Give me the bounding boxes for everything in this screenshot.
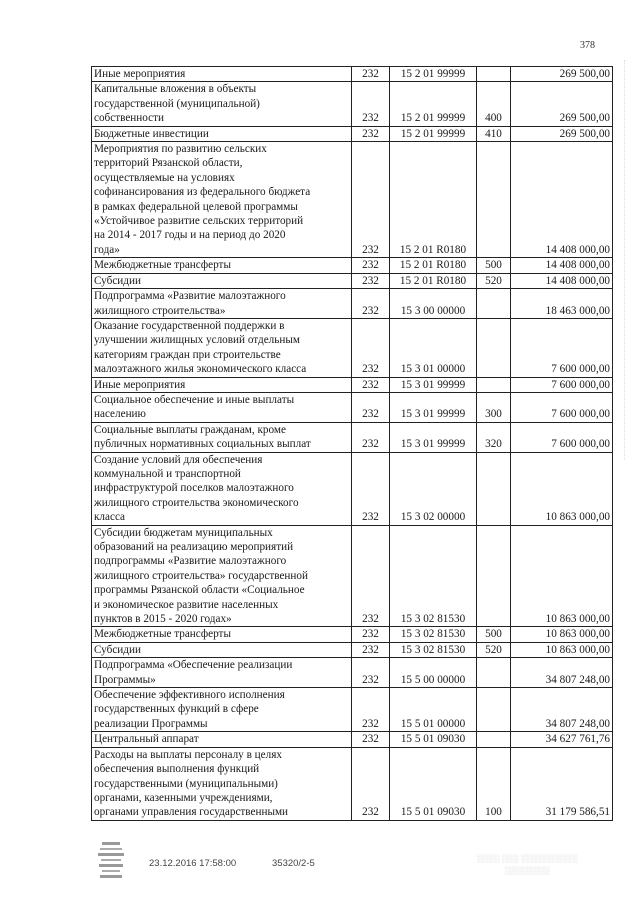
row-target-code: 15 3 02 81530 — [390, 627, 477, 642]
row-target-code: 15 2 01 99999 — [390, 82, 477, 126]
row-expense-type: 100 — [477, 747, 511, 820]
row-grbs: 232 — [352, 377, 390, 392]
table-row — [92, 392, 613, 422]
row-grbs: 232 — [352, 392, 390, 422]
table-row — [92, 627, 613, 642]
table-row — [92, 642, 613, 657]
row-grbs: 232 — [352, 452, 390, 525]
row-grbs: 232 — [352, 142, 390, 258]
row-sum: 18 463 000,00 — [511, 289, 613, 319]
row-expense-type — [477, 67, 511, 82]
budget-table-body — [92, 67, 613, 821]
budget-table — [91, 66, 613, 821]
row-name: Межбюджетные трансферты — [92, 627, 352, 642]
row-name: Капитальные вложения в объекты государственной (муниципальной) собственности — [92, 82, 352, 126]
footer-document-code: 35320/2-5 — [272, 858, 315, 869]
binding-edge-marks — [624, 60, 629, 460]
row-sum: 7 600 000,00 — [511, 318, 613, 377]
row-expense-type — [477, 732, 511, 747]
row-sum: 269 500,00 — [511, 126, 613, 141]
page-number: 378 — [580, 40, 595, 51]
faded-bleedthrough-text: ░░░░ ░░░ ░░░░░░░░░░ ░░░░░░░░ — [476, 854, 578, 875]
row-name: Расходы на выплаты персоналу в целях обеспечения выполнения функций государственными (муниципальными) органами, казенными учреждениями, органами управления государственными — [92, 747, 352, 820]
row-target-code: 15 3 02 81530 — [390, 642, 477, 657]
row-name: Обеспечение эффективного исполнения государственных функций в сфере реализации Программы — [92, 688, 352, 732]
row-name: Иные мероприятия — [92, 377, 352, 392]
row-target-code: 15 3 02 00000 — [390, 452, 477, 525]
table-row — [92, 273, 613, 288]
row-expense-type: 500 — [477, 627, 511, 642]
row-sum: 10 863 000,00 — [511, 525, 613, 627]
row-expense-type: 400 — [477, 82, 511, 126]
row-sum: 7 600 000,00 — [511, 392, 613, 422]
row-name: Подпрограмма «Развитие малоэтажного жилищного строительства» — [92, 289, 352, 319]
table-row — [92, 658, 613, 688]
row-target-code: 15 3 01 99999 — [390, 422, 477, 452]
row-expense-type — [477, 377, 511, 392]
table-row — [92, 377, 613, 392]
row-grbs: 232 — [352, 688, 390, 732]
row-grbs: 232 — [352, 82, 390, 126]
row-name: Социальные выплаты гражданам, кроме публичных нормативных социальных выплат — [92, 422, 352, 452]
row-name: Мероприятия по развитию сельских территорий Рязанской области, осуществляемые на условиях софинансирования из федерального бюджета в рамках федеральной целевой программы «Устойчивое развитие сельских территорий на 2014 - 2017 годы и на период до 2020 года» — [92, 142, 352, 258]
table-row — [92, 747, 613, 820]
row-sum: 31 179 586,51 — [511, 747, 613, 820]
row-sum: 7 600 000,00 — [511, 377, 613, 392]
row-name: Бюджетные инвестиции — [92, 126, 352, 141]
row-sum: 34 807 248,00 — [511, 688, 613, 732]
table-row — [92, 82, 613, 126]
row-expense-type: 320 — [477, 422, 511, 452]
row-expense-type: 300 — [477, 392, 511, 422]
row-sum: 14 408 000,00 — [511, 258, 613, 273]
row-name: Субсидии — [92, 642, 352, 657]
row-name: Центральный аппарат — [92, 732, 352, 747]
row-expense-type — [477, 658, 511, 688]
row-sum: 10 863 000,00 — [511, 452, 613, 525]
row-target-code: 15 3 00 00000 — [390, 289, 477, 319]
row-target-code: 15 5 01 09030 — [390, 747, 477, 820]
row-grbs: 232 — [352, 289, 390, 319]
barcode-stamp-icon — [96, 840, 126, 882]
row-target-code: 15 2 01 99999 — [390, 126, 477, 141]
row-grbs: 232 — [352, 642, 390, 657]
row-target-code: 15 2 01 R0180 — [390, 142, 477, 258]
row-target-code: 15 3 02 81530 — [390, 525, 477, 627]
row-target-code: 15 3 01 00000 — [390, 318, 477, 377]
row-sum: 14 408 000,00 — [511, 273, 613, 288]
row-grbs: 232 — [352, 273, 390, 288]
table-row — [92, 126, 613, 141]
table-row — [92, 142, 613, 258]
table-row — [92, 258, 613, 273]
row-target-code: 15 2 01 R0180 — [390, 273, 477, 288]
row-grbs: 232 — [352, 318, 390, 377]
row-name: Создание условий для обеспечения коммунальной и транспортной инфраструктурой поселков малоэтажного жилищного строительства экономического класса — [92, 452, 352, 525]
row-target-code: 15 2 01 R0180 — [390, 258, 477, 273]
row-grbs: 232 — [352, 627, 390, 642]
row-expense-type: 500 — [477, 258, 511, 273]
row-sum: 34 627 761,76 — [511, 732, 613, 747]
row-target-code: 15 5 01 00000 — [390, 688, 477, 732]
row-sum: 34 807 248,00 — [511, 658, 613, 688]
table-row — [92, 732, 613, 747]
row-name: Субсидии — [92, 273, 352, 288]
row-grbs: 232 — [352, 658, 390, 688]
row-grbs: 232 — [352, 732, 390, 747]
row-target-code: 15 3 01 99999 — [390, 392, 477, 422]
row-grbs: 232 — [352, 525, 390, 627]
row-target-code: 15 5 00 00000 — [390, 658, 477, 688]
row-grbs: 232 — [352, 126, 390, 141]
row-expense-type — [477, 525, 511, 627]
row-expense-type — [477, 318, 511, 377]
row-name: Оказание государственной поддержки в улучшении жилищных условий отдельным категориям граждан при строительстве малоэтажного жилья экономического класса — [92, 318, 352, 377]
row-sum: 269 500,00 — [511, 82, 613, 126]
row-grbs: 232 — [352, 258, 390, 273]
footer-timestamp: 23.12.2016 17:58:00 — [149, 858, 237, 869]
row-grbs: 232 — [352, 747, 390, 820]
row-expense-type — [477, 688, 511, 732]
row-name: Иные мероприятия — [92, 67, 352, 82]
table-row — [92, 525, 613, 627]
table-row — [92, 289, 613, 319]
row-target-code: 15 2 01 99999 — [390, 67, 477, 82]
table-row — [92, 452, 613, 525]
row-grbs: 232 — [352, 422, 390, 452]
row-sum: 10 863 000,00 — [511, 642, 613, 657]
row-name: Социальное обеспечение и иные выплаты населению — [92, 392, 352, 422]
row-sum: 7 600 000,00 — [511, 422, 613, 452]
row-expense-type — [477, 289, 511, 319]
row-expense-type — [477, 142, 511, 258]
row-target-code: 15 5 01 09030 — [390, 732, 477, 747]
row-expense-type: 410 — [477, 126, 511, 141]
row-name: Субсидии бюджетам муниципальных образований на реализацию мероприятий подпрограммы «Развитие малоэтажного жилищного строительства» государственной программы Рязанской области «Социальное и экономическое развитие населенных пунктов в 2015 - 2020 годах» — [92, 525, 352, 627]
row-sum: 14 408 000,00 — [511, 142, 613, 258]
row-sum: 269 500,00 — [511, 67, 613, 82]
row-grbs: 232 — [352, 67, 390, 82]
row-expense-type: 520 — [477, 273, 511, 288]
row-expense-type: 520 — [477, 642, 511, 657]
table-row — [92, 67, 613, 82]
table-row — [92, 318, 613, 377]
row-name: Подпрограмма «Обеспечение реализации Программы» — [92, 658, 352, 688]
table-row — [92, 422, 613, 452]
row-sum: 10 863 000,00 — [511, 627, 613, 642]
row-name: Межбюджетные трансферты — [92, 258, 352, 273]
row-target-code: 15 3 01 99999 — [390, 377, 477, 392]
row-expense-type — [477, 452, 511, 525]
table-row — [92, 688, 613, 732]
